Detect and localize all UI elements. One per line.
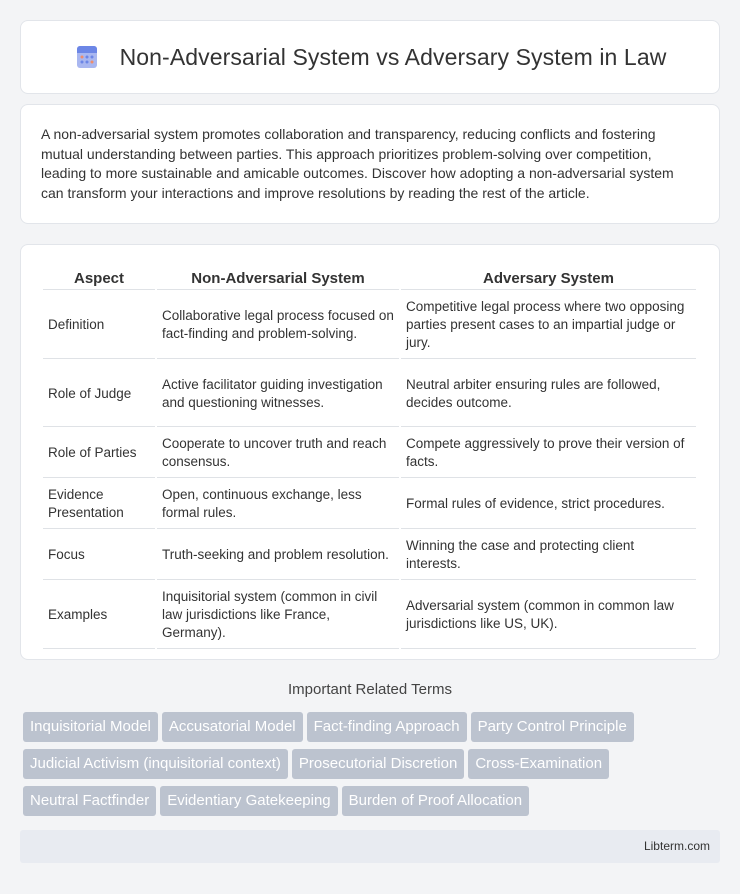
comparison-table	[41, 265, 698, 651]
related-term-tag[interactable]: Judicial Activism (inquisitorial context)	[23, 749, 288, 779]
row-non-adversarial: Inquisitorial system (common in civil law jurisdictions like France, Germany).	[157, 582, 399, 649]
comparison-card	[20, 244, 720, 660]
table-row	[43, 531, 696, 580]
header-aspect: Aspect	[43, 267, 155, 290]
intro-text: A non-adversarial system promotes collaboration and transparency, reducing conflicts and fostering mutual understanding between parties. This approach prioritizes problem-solving over competition, leading to more sustainable and amicable outcomes. Discover how adopting a non-adversarial system can transform your interactions and improve resolutions by reading the rest of the article.	[41, 126, 674, 201]
table-header-row	[43, 267, 696, 290]
row-non-adversarial: Collaborative legal process focused on fact-finding and problem-solving.	[157, 292, 399, 359]
related-term-tag[interactable]: Fact-finding Approach	[307, 712, 467, 742]
header-card	[20, 20, 720, 94]
row-aspect: Definition	[43, 292, 155, 359]
related-term-tag[interactable]: Cross-Examination	[468, 749, 609, 779]
row-adversary: Compete aggressively to prove their version of facts.	[401, 429, 696, 478]
related-term-tag[interactable]: Inquisitorial Model	[23, 712, 158, 742]
row-adversary: Winning the case and protecting client interests.	[401, 531, 696, 580]
table-row	[43, 292, 696, 359]
row-adversary: Competitive legal process where two opposing parties present cases to an impartial judge or jury.	[401, 292, 696, 359]
related-term-tag[interactable]: Accusatorial Model	[162, 712, 303, 742]
page-title: Non-Adversarial System vs Adversary System in Law	[119, 43, 667, 70]
row-adversary: Adversarial system (common in common law jurisdictions like US, UK).	[401, 582, 696, 649]
row-aspect: Evidence Presentation	[43, 480, 155, 529]
row-non-adversarial: Cooperate to uncover truth and reach consensus.	[157, 429, 399, 478]
related-term-tag[interactable]: Neutral Factfinder	[23, 786, 156, 816]
row-aspect: Role of Judge	[43, 361, 155, 427]
related-terms-list	[23, 712, 723, 823]
row-adversary: Neutral arbiter ensuring rules are followed, decides outcome.	[401, 361, 696, 427]
row-aspect: Focus	[43, 531, 155, 580]
footer-site-link[interactable]: Libterm.com	[643, 839, 710, 853]
row-non-adversarial: Active facilitator guiding investigation and questioning witnesses.	[157, 361, 399, 427]
calculator-icon	[74, 44, 100, 70]
footer	[20, 830, 720, 863]
row-non-adversarial: Truth-seeking and problem resolution.	[157, 531, 399, 580]
table-row	[43, 429, 696, 478]
related-term-tag[interactable]: Burden of Proof Allocation	[342, 786, 529, 816]
intro-card	[20, 104, 720, 224]
table-row	[43, 480, 696, 529]
table-row	[43, 361, 696, 427]
table-row	[43, 582, 696, 649]
related-terms-title: Important Related Terms	[288, 681, 452, 698]
related-term-tag[interactable]: Evidentiary Gatekeeping	[160, 786, 337, 816]
related-term-tag[interactable]: Prosecutorial Discretion	[292, 749, 464, 779]
row-aspect: Examples	[43, 582, 155, 649]
row-aspect: Role of Parties	[43, 429, 155, 478]
row-non-adversarial: Open, continuous exchange, less formal rules.	[157, 480, 399, 529]
related-term-tag[interactable]: Party Control Principle	[471, 712, 634, 742]
header-adversary: Adversary System	[401, 267, 696, 290]
row-adversary: Formal rules of evidence, strict procedures.	[401, 480, 696, 529]
header-non-adversarial: Non-Adversarial System	[157, 267, 399, 290]
